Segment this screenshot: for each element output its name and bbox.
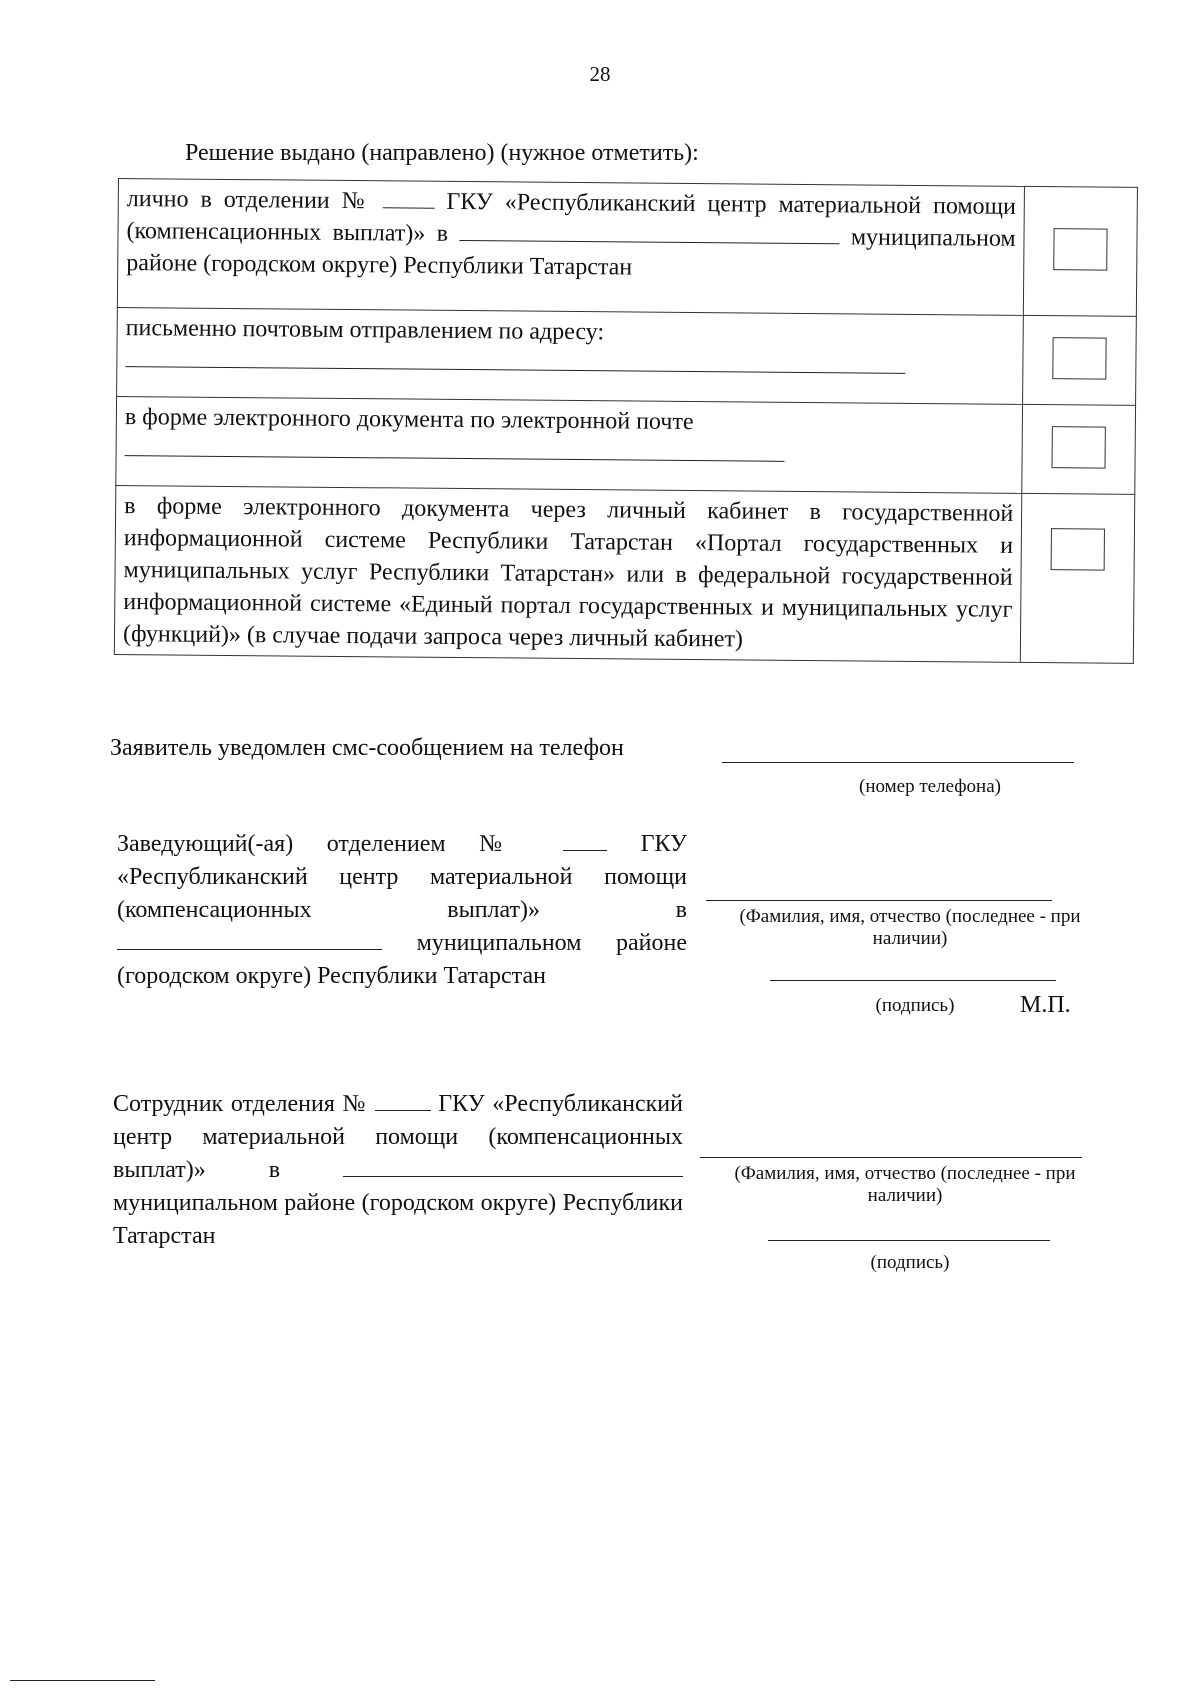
sms-notice: Заявитель уведомлен смс-сообщением на телефон — [110, 735, 624, 761]
phone-number-blank — [722, 762, 1074, 763]
stamp-place: М.П. — [1020, 992, 1071, 1018]
head-signature-line — [770, 980, 1056, 981]
footnote-separator — [10, 1680, 155, 1681]
delivery-intro: Решение выдано (направлено) (нужное отметить): — [185, 140, 699, 166]
delivery-options-table — [114, 178, 1138, 664]
employee-text-3: муниципальном районе (городском округе) Республики Татарстан — [113, 1190, 683, 1249]
checkbox-email[interactable] — [1052, 426, 1106, 468]
option-personal-text-3: муниципальном районе (городском округе) Республики Татарстан — [126, 224, 1016, 281]
checkbox-mail[interactable] — [1052, 337, 1106, 379]
employee-text-2: ГКУ «Республиканский центр материальной помощи (компенсационных выплат)» в — [113, 1091, 683, 1183]
head-text-1: Заведующий(-ая) отделением № — [117, 831, 530, 857]
option-text — [116, 396, 1023, 493]
option-check-cell — [1023, 315, 1137, 405]
checkbox-portal[interactable] — [1051, 528, 1105, 570]
option-row-email — [116, 396, 1136, 494]
employee-district-blank — [343, 1154, 683, 1177]
employee-fio-line — [700, 1157, 1082, 1158]
head-department-number-blank — [563, 828, 607, 851]
option-personal-text-1: лично в отделении № — [126, 186, 371, 215]
option-text — [117, 179, 1024, 316]
option-check-cell — [1022, 404, 1136, 494]
option-row-portal — [114, 485, 1134, 663]
checkbox-personal[interactable] — [1053, 228, 1107, 270]
page-number: 28 — [589, 62, 611, 86]
option-portal-text: в форме электронного документа через личный кабинет в государственной информационной системе Республики Татарстан «Портал государственных и муниципальных услуг Республики Татарстан» или в федеральной государственной информационной системе «Единый портал государственных и муниципальных услуг (функций)» (в случае подачи запроса через личный кабинет) — [122, 493, 1014, 653]
head-signature-text — [117, 828, 687, 993]
employee-sign-caption: (подпись) — [870, 1252, 950, 1273]
option-text — [117, 307, 1024, 404]
option-personal-text-2: ГКУ «Республиканский центр материальной помощи (компенсационных выплат)» в — [126, 188, 1017, 247]
option-text — [114, 485, 1022, 662]
option-row-personal — [117, 179, 1137, 317]
employee-signature-line — [768, 1240, 1050, 1241]
employee-fio-caption: (Фамилия, имя, отчество (последнее - при наличии) — [734, 1163, 1076, 1206]
option-mail-text: письменно почтовым отправлением по адресу: — [125, 315, 605, 346]
head-text-2: ГКУ «Республиканский центр материальной помощи (компенсационных выплат)» в — [117, 831, 688, 923]
department-number-blank — [382, 185, 434, 208]
head-text-3: муниципальном районе (городском округе) Республики Татарстан — [117, 930, 687, 989]
option-row-mail — [117, 307, 1137, 405]
employee-text-1: Сотрудник отделения № — [113, 1091, 368, 1117]
option-check-cell — [1023, 186, 1137, 316]
head-district-blank — [117, 927, 382, 950]
option-email-text: в форме электронного документа по электронной почте — [124, 404, 694, 436]
employee-department-number-blank — [375, 1088, 431, 1111]
option-check-cell — [1020, 493, 1134, 663]
head-sign-caption: (подпись) — [875, 995, 955, 1016]
employee-signature-text — [113, 1088, 683, 1253]
head-fio-line — [706, 900, 1052, 901]
phone-caption: (номер телефона) — [859, 776, 1001, 797]
district-blank — [459, 218, 839, 244]
head-fio-caption: (Фамилия, имя, отчество (последнее - при наличии) — [739, 906, 1081, 949]
